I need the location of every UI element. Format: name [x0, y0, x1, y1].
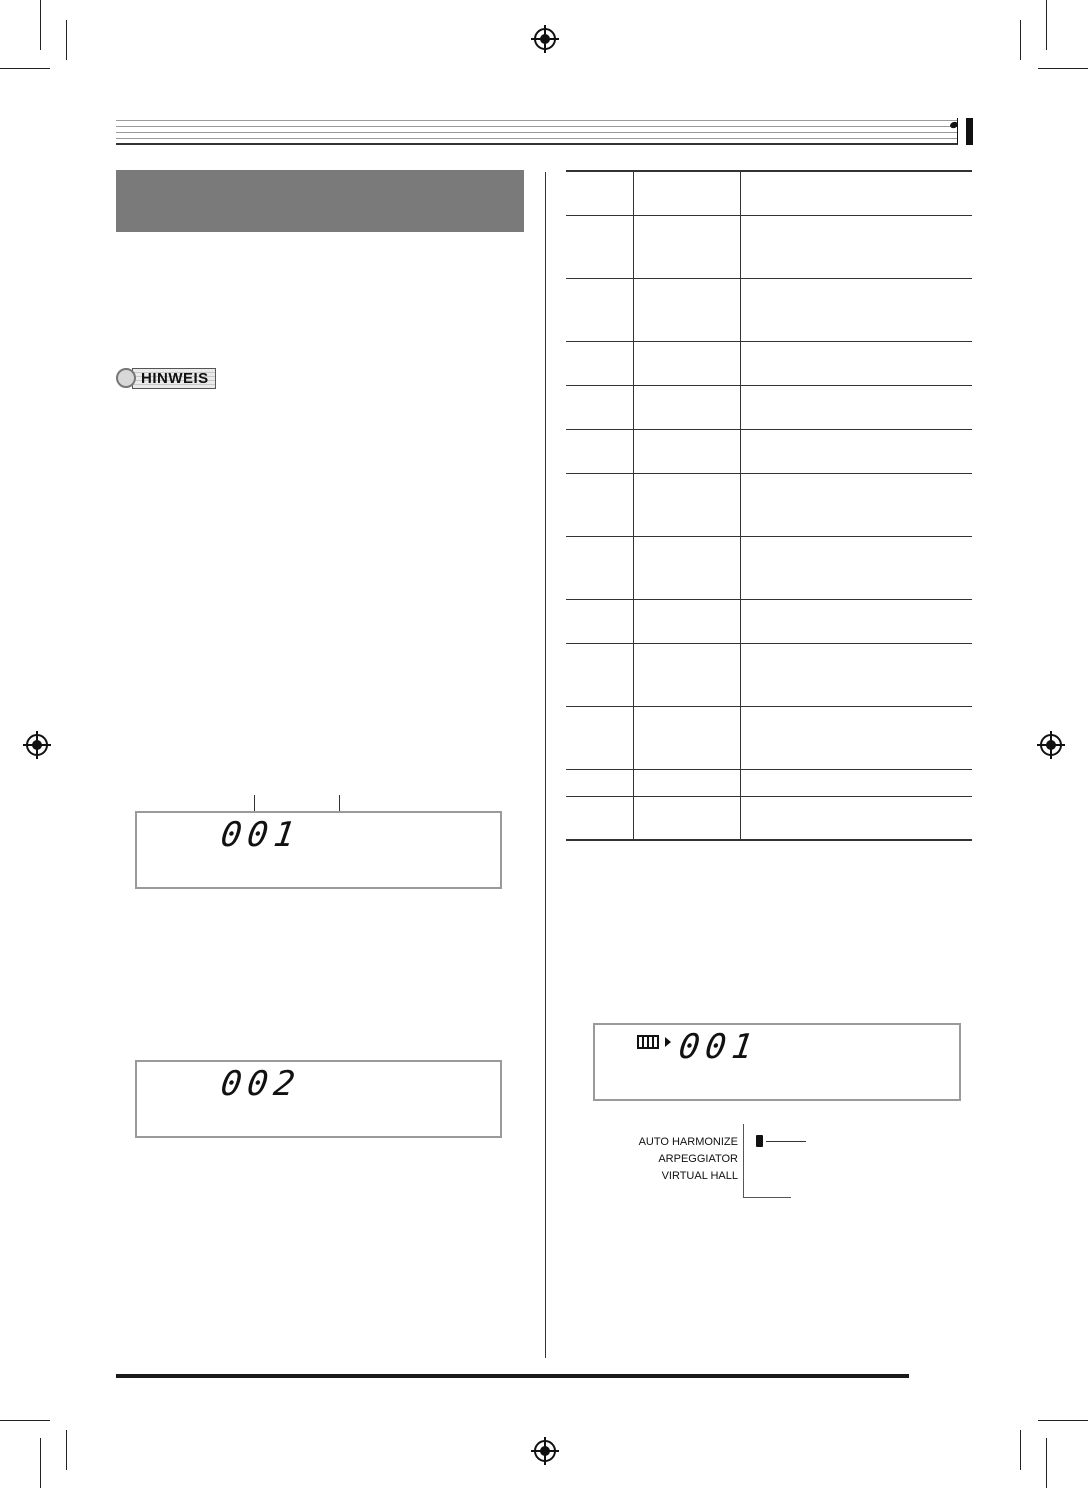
music-note-icon	[950, 118, 960, 144]
table-cell	[741, 429, 973, 473]
crop-mark	[1020, 1430, 1021, 1470]
table-cell	[741, 706, 973, 769]
crop-mark	[40, 0, 41, 50]
table-cell	[741, 341, 973, 385]
table-cell	[741, 385, 973, 429]
table-cell	[634, 473, 741, 536]
table-row	[566, 599, 972, 643]
lcd-display	[593, 1023, 961, 1101]
registration-mark-icon	[534, 1440, 556, 1462]
indicator-bracket	[743, 1197, 791, 1198]
table-row	[566, 796, 972, 840]
table-cell	[566, 385, 634, 429]
table-cell	[741, 643, 973, 706]
table-row	[566, 643, 972, 706]
table-cell	[566, 429, 634, 473]
lcd-display	[135, 1060, 502, 1138]
registration-mark-icon	[534, 28, 556, 50]
table-row	[566, 769, 972, 796]
crop-mark	[1020, 20, 1021, 60]
effect-label: VIRTUAL HALL	[661, 1170, 738, 1182]
crop-mark	[1038, 1420, 1088, 1421]
lcd-number: 002	[218, 1064, 304, 1104]
header-end-bar	[966, 118, 973, 145]
table-header-cell	[634, 171, 741, 215]
table-cell	[566, 215, 634, 278]
section-heading-band	[116, 170, 524, 232]
table-row	[566, 215, 972, 278]
table-cell	[741, 536, 973, 599]
crop-mark	[40, 1438, 41, 1488]
table-cell	[566, 599, 634, 643]
crop-mark	[0, 68, 50, 69]
crop-mark	[1046, 1438, 1047, 1488]
table-cell	[566, 643, 634, 706]
table-cell	[741, 215, 973, 278]
table-cell	[741, 473, 973, 536]
lcd-display	[135, 811, 502, 889]
table-cell	[566, 536, 634, 599]
registration-mark-icon	[1040, 734, 1062, 756]
crop-mark	[66, 20, 67, 60]
table-cell	[566, 341, 634, 385]
table-cell	[634, 706, 741, 769]
magnifier-icon	[116, 368, 136, 388]
crop-mark	[1038, 68, 1088, 69]
table-header-row	[566, 171, 972, 215]
keyboard-icon	[637, 1035, 659, 1049]
table-cell	[634, 643, 741, 706]
registration-mark-icon	[26, 734, 48, 756]
table-cell	[741, 769, 973, 796]
table-cell	[634, 536, 741, 599]
table-cell	[741, 599, 973, 643]
table-row	[566, 706, 972, 769]
table-row	[566, 536, 972, 599]
effect-indicator-list	[600, 1134, 738, 1185]
indicator-bracket	[743, 1124, 744, 1198]
table-header-cell	[566, 171, 634, 215]
table-cell	[634, 215, 741, 278]
note-label: HINWEIS	[132, 368, 216, 389]
table-row	[566, 278, 972, 341]
table-row	[566, 473, 972, 536]
table-cell	[741, 796, 973, 840]
table-cell	[634, 769, 741, 796]
table-cell	[634, 796, 741, 840]
table-cell	[566, 706, 634, 769]
effect-label: ARPEGGIATOR	[658, 1153, 738, 1165]
column-divider	[545, 172, 546, 1358]
spec-table	[566, 170, 972, 841]
table-header-cell	[741, 171, 973, 215]
table-row	[566, 385, 972, 429]
table-cell	[634, 599, 741, 643]
footer-rule	[116, 1374, 909, 1378]
leader-line	[766, 1141, 806, 1142]
lcd-number: 001	[218, 815, 304, 855]
indicator-marker-icon	[756, 1135, 763, 1147]
crop-mark	[66, 1430, 67, 1470]
table-cell	[634, 278, 741, 341]
table-cell	[566, 278, 634, 341]
note-badge	[116, 366, 216, 390]
effect-label: AUTO HARMONIZE	[638, 1136, 738, 1148]
table-row	[566, 341, 972, 385]
crop-mark	[0, 1420, 50, 1421]
table-row	[566, 429, 972, 473]
table-cell	[566, 473, 634, 536]
table-cell	[566, 769, 634, 796]
table-cell	[741, 278, 973, 341]
table-cell	[566, 796, 634, 840]
lcd-number: 001	[676, 1027, 762, 1067]
table-cell	[634, 341, 741, 385]
table-cell	[634, 385, 741, 429]
play-arrow-icon	[665, 1037, 671, 1047]
table-cell	[634, 429, 741, 473]
crop-mark	[1046, 0, 1047, 50]
